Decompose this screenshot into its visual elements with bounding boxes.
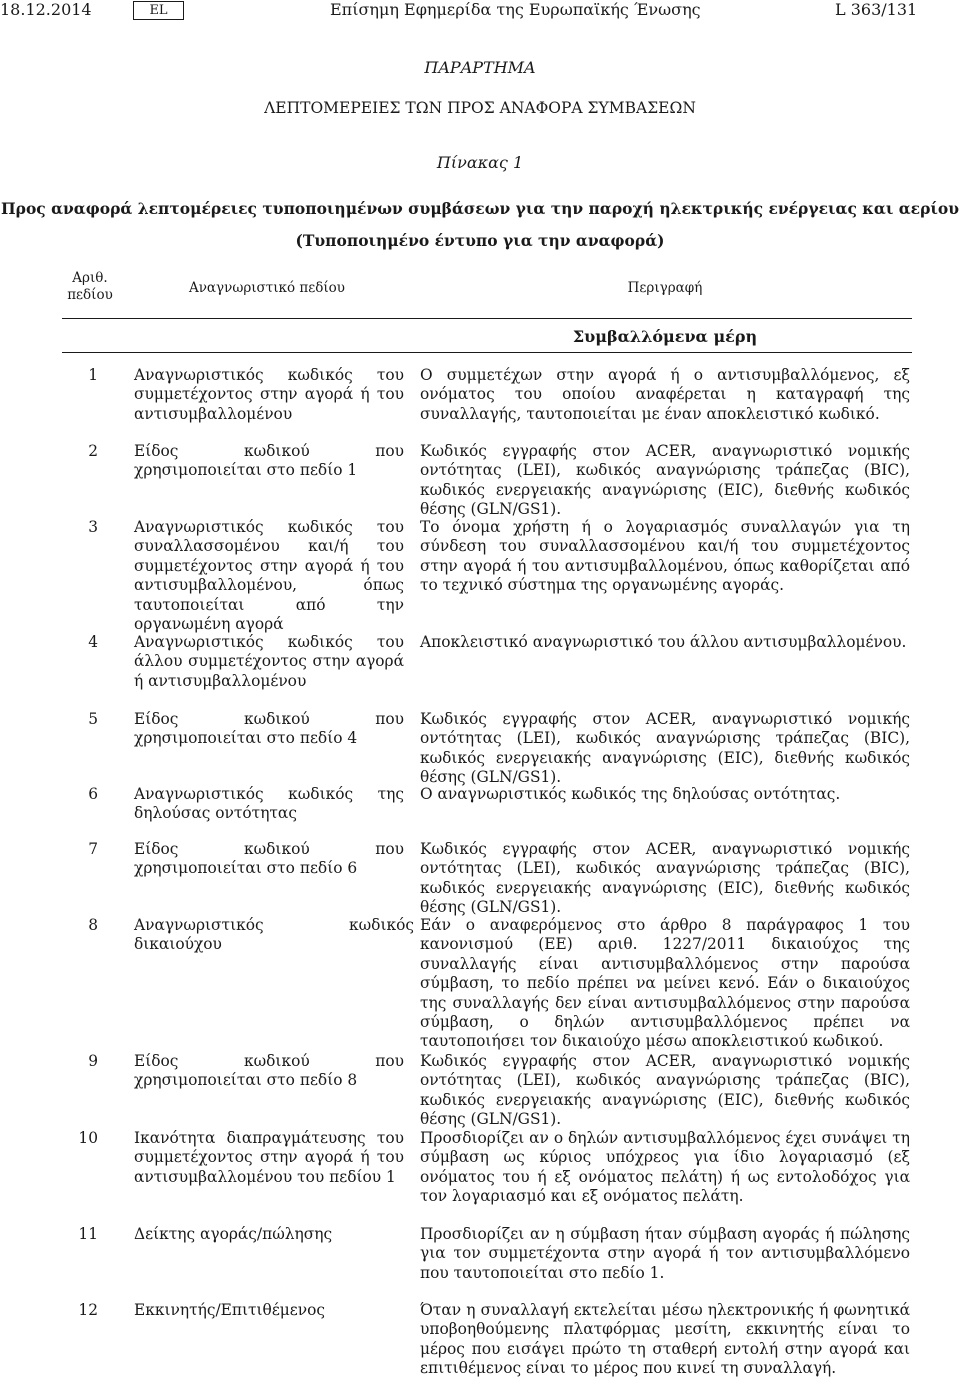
row-number: 9	[88, 1052, 98, 1070]
row-number: 10	[78, 1129, 98, 1147]
annex-heading: ΠΑΡΑΡΤΗΜΑ	[424, 58, 536, 77]
row-description: Προσδιορίζει αν η σύμβαση ήταν σύμβαση αγοράς ή πώλησης για τον συμμετέχοντα στην αγορά ή τον αντισυμβαλλόμενο που ταυτοποιείται στο πεδίο 1.	[420, 1225, 910, 1282]
page-header	[0, 0, 960, 22]
row-field: Εκκινητής/Επιτιθέμενος	[134, 1301, 326, 1319]
row-number: 11	[78, 1225, 98, 1243]
row-description: Εάν ο αναφερόμενος στο άρθρο 8 παράγραφος 1 του κανονισμού (ΕΕ) αριθ. 1227/2011 δικαιούχος της συναλλαγής είναι αντισυμβαλλόμενος στην παρούσα σύμβαση, το πεδίο πρέπει να μείνει κενό. Εάν ο δικαιούχος της συναλλαγής δεν είναι αντισυμβαλλόμενος στην παρούσα σύμβαση, ο δηλών αντισυμβαλλόμενος πρέπει να ταυτοποιήσει τον δικαιούχο μέσω αποκλειστικού κωδικού.	[420, 916, 910, 1051]
row-description: Όταν η συναλλαγή εκτελείται μέσω ηλεκτρονικής ή φωνητικά υποβοηθούμενης πλατφόρμας μεσίτη, εκκινητής είναι το μέρος που εισάγει πρώτο τη σταθερή εντολή στην αγορά και επιτιθέμενος είναι το μέρος που κινεί τη συναλλαγή.	[420, 1301, 910, 1378]
row-field: Αναγνωριστικός κωδικός του συναλλασσομένου και/ή του συμμετέχοντος στην αγορά ή του αντισυμβαλλομένου, όπως ταυτοποιείται από την οργανωμένη αγορά	[134, 518, 404, 634]
row-number: 2	[88, 442, 98, 460]
row-description: Κωδικός εγγραφής στον ACER, αναγνωριστικό νομικής οντότητας (LEI), κωδικός αναγνώρισης τράπεζας (BIC), κωδικός ενεργειακής αναγνώρισης (EIC), διεθνής κωδικός θέσης (GLN/GS1).	[420, 1052, 910, 1129]
column-header-number: Αριθ. πεδίου	[67, 270, 113, 303]
row-description: Κωδικός εγγραφής στον ACER, αναγνωριστικό νομικής οντότητας (LEI), κωδικός αναγνώρισης τράπεζας (BIC), κωδικός ενεργειακής αναγνώρισης (EIC), διεθνής κωδικός θέσης (GLN/GS1).	[420, 840, 910, 917]
annex-subtitle: ΛΕΠΤΟΜΕΡΕΙΕΣ ΤΩΝ ΠΡΟΣ ΑΝΑΦΟΡΑ ΣΥΜΒΑΣΕΩΝ	[264, 99, 696, 117]
row-field: Ικανότητα διαπραγμάτευσης του συμμετέχοντος στην αγορά ή του αντισυμβαλλομένου του πεδίου 1	[134, 1129, 404, 1186]
row-description: Το όνομα χρήστη ή ο λογαριασμός συναλλαγών για τη σύνδεση του συναλλασσομένου και/ή του συμμετέχοντος στην αγορά ή του αντισυμβαλλομένου, όπως καθορίζεται από το τεχνικό σύστημα της οργανωμένης αγοράς.	[420, 518, 910, 595]
row-description: Ο αναγνωριστικός κωδικός της δηλούσας οντότητας.	[420, 785, 841, 803]
table-label: Πίνακας 1	[436, 153, 524, 172]
row-field: Είδος κωδικού που χρησιμοποιείται στο πεδίο 6	[134, 840, 404, 878]
row-field: Δείκτης αγοράς/πώλησης	[134, 1225, 333, 1243]
header-divider	[62, 318, 912, 319]
row-description: Κωδικός εγγραφής στον ACER, αναγνωριστικό νομικής οντότητας (LEI), κωδικός αναγνώρισης τράπεζας (BIC), κωδικός ενεργειακής αναγνώρισης (EIC), διεθνής κωδικός θέσης (GLN/GS1).	[420, 710, 910, 787]
row-number: 7	[88, 840, 98, 858]
row-field: Αναγνωριστικός κωδικός δικαιούχου	[134, 916, 414, 954]
row-field: Αναγνωριστικός κωδικός της δηλούσας οντότητας	[134, 785, 404, 823]
row-description: Αποκλειστικό αναγνωριστικό του άλλου αντισυμβαλλομένου.	[420, 633, 907, 651]
row-field: Αναγνωριστικός κωδικός του άλλου συμμετέχοντος στην αγορά ή αντισυμβαλλομένου	[134, 633, 404, 690]
table-title-sub: (Τυποποιημένο έντυπο για την αναφορά)	[295, 231, 665, 250]
row-field: Αναγνωριστικός κωδικός του συμμετέχοντος στην αγορά ή του αντισυμβαλλομένου	[134, 366, 404, 423]
row-number: 3	[88, 518, 98, 536]
column-header-field: Αναγνωριστικό πεδίου	[188, 280, 346, 296]
row-description: Κωδικός εγγραφής στον ACER, αναγνωριστικό νομικής οντότητας (LEI), κωδικός αναγνώρισης τράπεζας (BIC), κωδικός ενεργειακής αναγνώρισης (EIC), διεθνής κωδικός θέσης (GLN/GS1).	[420, 442, 910, 519]
row-number: 12	[78, 1301, 98, 1319]
row-number: 1	[88, 366, 98, 384]
section-title: Συμβαλλόμενα μέρη	[572, 327, 758, 346]
language-badge: EL	[133, 1, 184, 20]
row-description: Προσδιορίζει αν ο δηλών αντισυμβαλλόμενος έχει συνάψει τη σύμβαση ως κύριος υπόχρεος για ίδιο λογαριασμό (εξ ονόματος του ή εξ ονόματος πελάτη) ή ως εντολοδόχος για τον λογαριασμό και εξ ονόματος πελάτη.	[420, 1129, 910, 1206]
column-header-description: Περιγραφή	[627, 280, 703, 296]
section-divider	[62, 352, 912, 353]
row-description: Ο συμμετέχων στην αγορά ή ο αντισυμβαλλόμενος, εξ ονόματος του οποίου αναφέρεται η καταγραφή της συναλλαγής, ταυτοποιείται με έναν αποκλειστικό κωδικό.	[420, 366, 910, 423]
row-field: Είδος κωδικού που χρησιμοποιείται στο πεδίο 1	[134, 442, 404, 480]
row-number: 8	[88, 916, 98, 934]
journal-title: Επίσημη Εφημερίδα της Ευρωπαϊκής Ένωσης	[330, 0, 701, 19]
row-field: Είδος κωδικού που χρησιμοποιείται στο πεδίο 4	[134, 710, 404, 748]
page-reference: L 363/131	[835, 0, 918, 19]
row-number: 6	[88, 785, 98, 803]
row-number: 5	[88, 710, 98, 728]
row-number: 4	[88, 633, 98, 651]
publication-date: 18.12.2014	[0, 0, 92, 19]
table-title: Προς αναφορά λεπτομέρειες τυποποιημένων συμβάσεων για την παροχή ηλεκτρικής ενέργειας και αερίου	[1, 199, 959, 218]
row-field: Είδος κωδικού που χρησιμοποιείται στο πεδίο 8	[134, 1052, 404, 1090]
